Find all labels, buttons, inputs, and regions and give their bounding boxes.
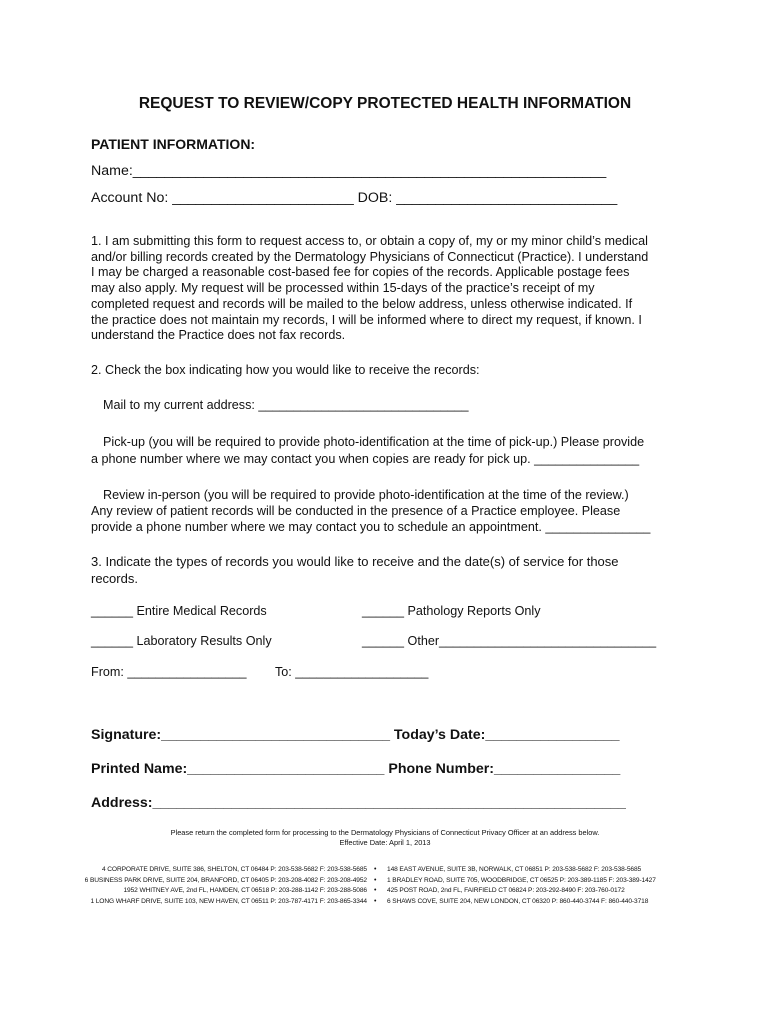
signature-date-field[interactable]: Signature:_____________________________ Today’s Date:_________________	[91, 727, 620, 743]
office-address: 425 POST ROAD, 2nd FL, FAIRFIELD CT 06824 P: 203-292-8490 F: 203-760-0172	[387, 887, 625, 894]
effective-date: Effective Date: April 1, 2013	[339, 838, 431, 847]
bullet-separator: •	[374, 887, 377, 894]
pathology-reports-option[interactable]: ______ Pathology Reports Only	[362, 604, 541, 618]
office-address: 6 SHAWS COVE, SUITE 204, NEW LONDON, CT 06320 P: 860-440-3744 F: 860-440-3718	[387, 898, 649, 905]
office-address: 6 BUSINESS PARK DRIVE, SUITE 204, BRANFORD, CT 06405 P: 203-208-4082 F: 203-208-4952	[84, 877, 367, 884]
from-date-field[interactable]: From: _________________	[91, 665, 247, 679]
other-records-option[interactable]: ______ Other_______________________________	[362, 634, 657, 648]
account-dob-field[interactable]: Account No: _______________________ DOB: ____________________________	[91, 190, 618, 206]
section1-line: completed request and records will be mailed to the below address, unless otherwise indicated. If	[91, 297, 633, 311]
bullet-separator: •	[374, 898, 377, 905]
pickup-option[interactable]: Pick-up (you will be required to provide photo-identification at the time of pick-up.) Please provide	[103, 435, 645, 449]
entire-medical-records-option[interactable]: ______ Entire Medical Records	[91, 604, 267, 618]
section1-line: may also apply. My request will be processed within 15-days of the practice’s receipt of my	[91, 281, 595, 295]
bullet-separator: •	[374, 877, 377, 884]
section1-line: and/or billing records created by the Dermatology Physicians of Connecticut (Practice). I understand	[91, 250, 649, 264]
patient-info-heading: PATIENT INFORMATION:	[91, 136, 256, 152]
review-line: Any review of patient records will be conducted in the presence of a Practice employee. Please	[91, 504, 621, 518]
to-date-field[interactable]: To: ___________________	[275, 665, 429, 679]
section1-line: I may be charged a reasonable cost-based fee for copies of the records. Applicable postage fees	[91, 265, 630, 279]
section2-heading: 2. Check the box indicating how you would like to receive the records:	[91, 363, 480, 377]
section3-heading-cont: records.	[91, 571, 138, 586]
office-address: 1952 WHITNEY AVE, 2nd FL, HAMDEN, CT 06518 P: 203-288-1142 F: 203-288-5086	[123, 887, 367, 894]
office-address: 148 EAST AVENUE, SUITE 3B, NORWALK, CT 06851 P: 203-538-5682 F: 203-538-5685	[387, 866, 642, 873]
office-address: 1 BRADLEY ROAD, SUITE 705, WOODBRIDGE, CT 06525 P: 203-389-1185 F: 203-389-1427	[387, 877, 656, 884]
section1-line: understand the Practice does not fax records.	[91, 328, 346, 342]
office-address: 4 CORPORATE DRIVE, SUITE 386, SHELTON, CT 06484 P: 203-538-5682 F: 203-538-5685	[101, 866, 367, 873]
pickup-phone-field[interactable]: a phone number where we may contact you when copies are ready for pick up. _______________	[91, 452, 640, 466]
printed-name-phone-field[interactable]: Printed Name:_________________________ Phone Number:________________	[91, 761, 621, 777]
footer-note: Please return the completed form for processing to the Dermatology Physicians of Connecticut Privacy Officer at an address below.	[170, 828, 600, 837]
laboratory-results-option[interactable]: ______ Laboratory Results Only	[91, 634, 272, 648]
form-title: REQUEST TO REVIEW/COPY PROTECTED HEALTH INFORMATION	[138, 95, 632, 112]
section3-heading: 3. Indicate the types of records you would like to receive and the date(s) of service for those	[91, 554, 619, 569]
section1-line: the practice does not maintain my records, I will be informed where to direct my request, if known. I	[91, 313, 642, 327]
review-option[interactable]: Review in-person (you will be required to provide photo-identification at the time of the review.)	[103, 488, 629, 502]
review-phone-field[interactable]: provide a phone number where we may contact you to schedule an appointment. _______________	[91, 520, 651, 534]
office-address: 1 LONG WHARF DRIVE, SUITE 103, NEW HAVEN, CT 06511 P: 203-787-4171 F: 203-865-3344	[90, 898, 367, 905]
mail-option[interactable]: Mail to my current address: ______________________________	[103, 398, 469, 412]
section1-line: 1. I am submitting this form to request access to, or obtain a copy of, my or my minor child’s medical	[91, 234, 648, 248]
address-field[interactable]: Address:____________________________________________________________	[91, 795, 626, 811]
bullet-separator: •	[374, 866, 377, 873]
name-field[interactable]: Name:____________________________________________________________	[91, 163, 607, 179]
